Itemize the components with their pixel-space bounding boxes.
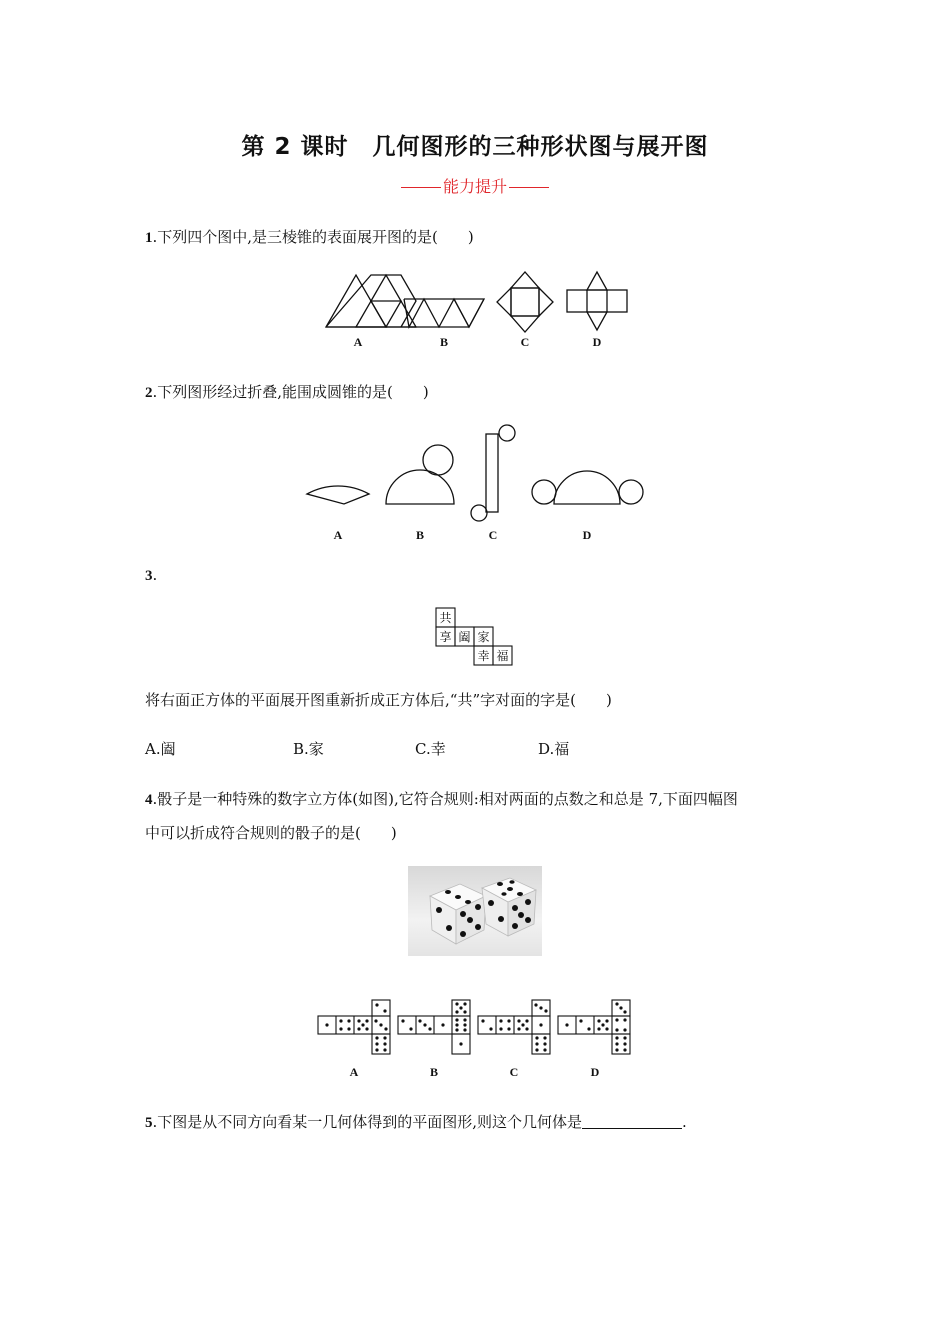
dice-icon: [408, 866, 542, 956]
question-text: .下列图形经过折叠,能围成圆锥的是( ): [152, 383, 429, 401]
option-label: C: [509, 1065, 519, 1079]
option-b-semicircle: [386, 470, 454, 504]
page-title: 第 2 课时 几何图形的三种形状图与展开图: [241, 134, 709, 160]
option-a[interactable]: A.阖: [145, 740, 176, 758]
net-a-shape: [326, 275, 416, 327]
option-d-circle: [532, 480, 556, 504]
option-c-circle: [471, 505, 487, 521]
section-subtitle: [0, 174, 950, 197]
question-4-line2: 中可以折成符合规则的骰子的是( ): [145, 824, 397, 842]
option-label: A: [349, 1065, 359, 1079]
q1-figure: [318, 266, 638, 352]
answer-blank[interactable]: [582, 1112, 682, 1129]
option-label: A: [333, 528, 343, 542]
dice-net-b: [398, 1000, 470, 1054]
dice-photo: [408, 866, 542, 956]
option-label: D: [592, 335, 602, 349]
option-d-semicircle: [554, 471, 620, 504]
dice-net-d: [558, 1000, 630, 1054]
question-2: [145, 377, 429, 408]
question-end: .: [682, 1113, 687, 1131]
net-face: 福: [496, 649, 509, 663]
option-label: A: [353, 335, 363, 349]
q2-figure: [300, 420, 650, 550]
question-5: [145, 1107, 687, 1138]
option-c[interactable]: C.幸: [415, 740, 446, 758]
question-number: 4: [145, 792, 153, 808]
question-text: .下图是从不同方向看某一几何体得到的平面图形,则这个几何体是: [152, 1113, 583, 1131]
question-3-options: [145, 734, 845, 764]
question-3: [145, 560, 157, 591]
option-c-circle: [499, 425, 515, 441]
net-c-shape: [497, 272, 553, 332]
dice-pips: [325, 1002, 626, 1051]
question-4: [145, 784, 738, 815]
option-b-circle: [423, 445, 453, 475]
option-label: D: [590, 1065, 600, 1079]
net-face: 共: [439, 611, 452, 625]
dice-net-a: [318, 1000, 390, 1054]
question-text: .骰子是一种特殊的数字立方体(如图),它符合规则:相对两面的点数之和总是 7,下面四幅图: [152, 790, 738, 808]
question-number: 2: [145, 385, 153, 401]
net-face: 享: [439, 630, 452, 644]
question-number: 1: [145, 230, 153, 246]
dice-net-c: [478, 1000, 550, 1054]
question-text: .: [152, 566, 158, 584]
question-3-text: 将右面正方体的平面展开图重新折成正方体后,“共”字对面的字是( ): [145, 691, 612, 709]
option-b[interactable]: B.家: [293, 740, 324, 758]
divider-left: [401, 187, 441, 188]
option-d[interactable]: D.福: [538, 740, 570, 758]
q4-dice-nets: [316, 998, 636, 1084]
question-text: .下列四个图中,是三棱锥的表面展开图的是( ): [152, 228, 474, 246]
option-label: C: [520, 335, 530, 349]
option-label: B: [439, 335, 449, 349]
question-number: 3: [145, 568, 153, 584]
option-label: B: [429, 1065, 439, 1079]
divider-right: [509, 187, 549, 188]
option-label: C: [488, 528, 498, 542]
option-c-rect: [486, 434, 498, 512]
subtitle-text: 能力提升: [442, 177, 507, 196]
net-b-shape: [404, 299, 484, 327]
net-face: 幸: [477, 649, 490, 663]
q3-cube-net: [434, 606, 516, 668]
question-number: 5: [145, 1115, 153, 1131]
option-d-circle: [619, 480, 643, 504]
option-label: B: [415, 528, 425, 542]
net-d-shape: [567, 272, 627, 330]
net-face: 家: [477, 630, 490, 644]
net-face: 阖: [458, 630, 471, 644]
option-a-sector: [307, 486, 369, 504]
option-label: D: [582, 528, 592, 542]
question-1: [145, 222, 474, 253]
